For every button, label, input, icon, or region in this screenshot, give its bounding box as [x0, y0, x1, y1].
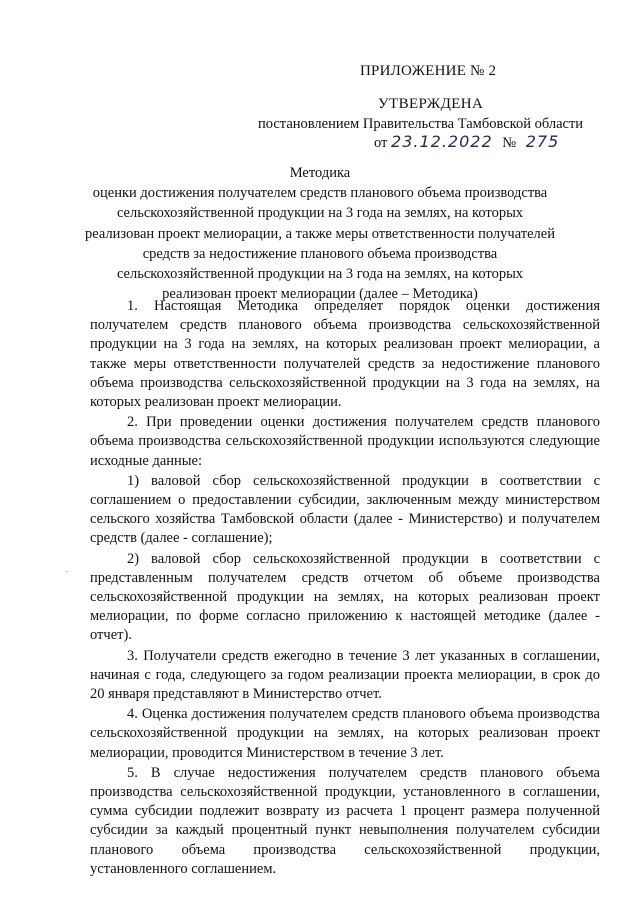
title-block	[82, 163, 558, 304]
paragraph-2-item-1: 1) валовой сбор сельскохозяйственной продукции в соответствии с соглашением о предоставлении субсидии, заключенным между министерством сельского хозяйства Тамбовской области (далее - Министерство) и получателем средств (далее - соглашение);	[90, 472, 600, 547]
number-sign: №	[502, 135, 517, 151]
paragraph-2: 2. При проведении оценки достижения получателем средств планового объема производства сельскохозяйственной продукции используются следующие исходные данные:	[90, 414, 600, 469]
approved-label: УТВЕРЖДЕНА	[378, 96, 484, 112]
handwritten-number: 275	[525, 132, 560, 151]
approved-by-line: постановлением Правительства Тамбовской области	[258, 116, 584, 132]
paragraph-2-item-2: 2) валовой сбор сельскохозяйственной продукции в соответствии с представленным получателем средств отчетом об объеме производства сельскохозяйственной продукции на землях, на которых реализован проект мелиорации, по форме согласно приложению к настоящей методике (далее - отчет).	[90, 550, 600, 644]
paragraph-4: 4. Оценка достижения получателем средств планового объема производства сельскохозяйственной продукции на землях, на которых реализован проект мелиорации, проводится Министерством в течение 3 лет.	[90, 706, 600, 761]
document-subtitle: оценки достижения получателем средств планового объема производства сельскохозяйственной продукции на 3 года на землях, на которых реализован проект мелиорации, а также меры ответственности получателей средств за недостижение планового объема производства сельскохозяйственной продукции на 3 года на землях, на которых реализован проект мелиорации (далее – Методика)	[85, 185, 555, 303]
paragraph-3: 3. Получатели средств ежегодно в течение 3 лет указанных в соглашении, начиная с года, следующего за годом реализации проекта мелиорации, в срок до 20 января представляют в Министерство отчет.	[90, 647, 600, 703]
appendix-label: ПРИЛОЖЕНИЕ № 2	[360, 63, 497, 79]
paragraph-1: 1. Настоящая Методика определяет порядок оценки достижения получателем средств планового объема производства сельскохозяйственной продукции на 3 года на землях, на которых реализован проект мелиорации, а также меры ответственности получателей средств за недостижение планового объема производства сельскохозяйственной продукции на 3 года на землях, на которых реализован проект мелиорации.	[90, 298, 600, 411]
date-prefix: от	[374, 135, 388, 151]
paragraph-5: 5. В случае недостижения получателем средств планового объема производства сельскохозяйственной продукции, установленного в соглашении, сумма субсидии подлежит возврату из расчета 1 процент размера полученной субсидии за каждый процентный пункт невыполнения получателем субсидии планового объема производства сельскохозяйственной продукции, установленного соглашением.	[90, 764, 600, 877]
scan-artifact	[66, 571, 68, 572]
document-heading: Методика	[289, 165, 351, 181]
handwritten-date: 23.12.2022	[391, 132, 493, 151]
document-body	[90, 297, 600, 880]
decree-date-line	[374, 132, 559, 152]
